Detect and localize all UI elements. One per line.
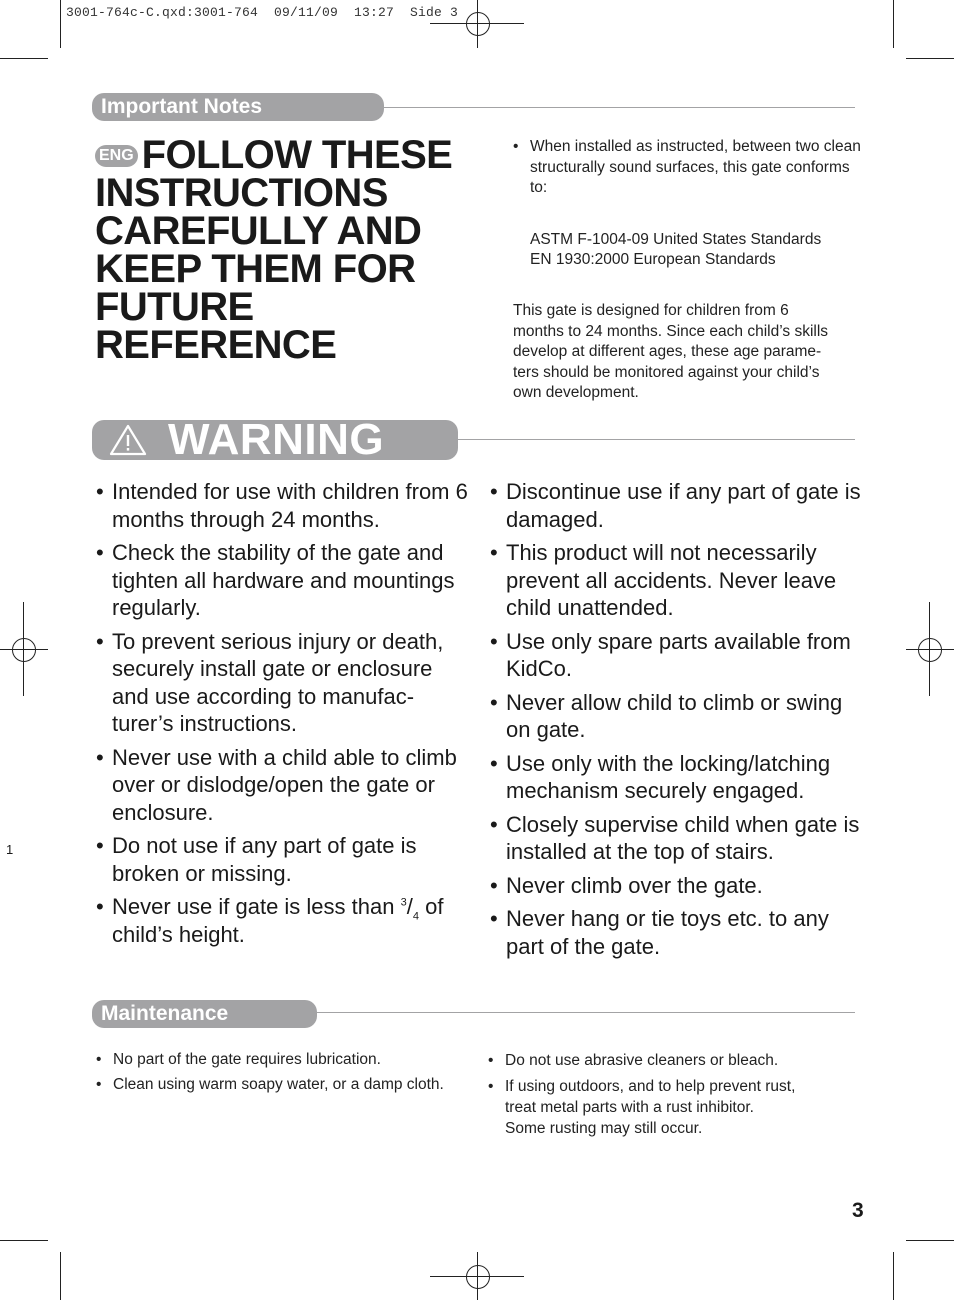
- list-item: • Clean using warm soapy water, or a damp cloth.: [96, 1074, 456, 1095]
- list-item: • If using outdoors, and to help prevent rust, treat metal parts with a rust inhibitor. Some rusting may still occur.: [488, 1076, 858, 1139]
- conformity-note: [513, 137, 865, 271]
- registration-mark: [918, 638, 942, 662]
- registration-mark-line: [906, 649, 954, 650]
- list-item: • This product will not necessarily prevent all accidents. Never leave child unattended.: [490, 539, 865, 622]
- maintenance-label: Maintenance: [92, 1000, 317, 1028]
- crop-mark: [0, 58, 48, 59]
- list-item: • Use only with the locking/latching mechanism securely engaged.: [490, 750, 865, 805]
- page-title: ENG FOLLOW THESE INSTRUCTIONS CAREFULLY AND KEEP THEM FOR FUTURE REFERENCE: [95, 133, 453, 367]
- maintenance-list-left: [96, 1049, 456, 1095]
- warning-triangle-icon: [108, 423, 148, 457]
- crop-mark: [60, 0, 61, 48]
- list-item: • Do not use if any part of gate is broken or missing.: [96, 832, 471, 887]
- list-item: • Never hang or tie toys etc. to any part of the gate.: [490, 905, 865, 960]
- list-item: • Do not use abrasive cleaners or bleach.: [488, 1050, 858, 1071]
- section-rule: [384, 107, 855, 108]
- registration-mark-line: [929, 602, 930, 696]
- list-item: • Never use with a child able to climb over or dislodge/open the gate or enclosure.: [96, 744, 471, 827]
- list-item: • Never use if gate is less than $^3/_4$ of child’s height.: [96, 893, 471, 948]
- list-item: • Discontinue use if any part of gate is damaged.: [490, 478, 865, 533]
- page-number: 3: [852, 1199, 864, 1222]
- registration-mark-line: [0, 649, 48, 650]
- warning-list-right: [490, 478, 865, 966]
- registration-mark: [12, 638, 36, 662]
- crop-mark: [0, 1240, 48, 1241]
- age-note: This gate is designed for children from 6 months to 24 months. Since each child’s skills develop at different ages, these age parame- ters should be monitored against your child’s own development.: [513, 302, 829, 401]
- warning-list-left: [96, 478, 471, 954]
- file-slug: 3001-764c-C.qxd:3001-764 09/11/09 13:27 Side 3: [66, 5, 459, 20]
- list-item: • Never climb over the gate.: [490, 872, 865, 900]
- warning-banner: [92, 415, 458, 464]
- side-mark: 1: [6, 842, 14, 857]
- list-item: • To prevent serious injury or death, securely install gate or enclosure and use according to manufac- turer’s instructions.: [96, 628, 471, 738]
- registration-mark: [466, 1265, 490, 1289]
- list-item: • No part of the gate requires lubrication.: [96, 1049, 456, 1070]
- registration-mark-line: [477, 1252, 478, 1300]
- section-rule: [317, 1012, 855, 1013]
- warning-title: WARNING: [168, 415, 385, 464]
- important-notes-label: Important Notes: [92, 93, 384, 121]
- maintenance-list-right: [488, 1050, 858, 1139]
- list-item: • Never allow child to climb or swing on gate.: [490, 689, 865, 744]
- registration-mark: [466, 12, 490, 36]
- section-rule: [458, 439, 855, 440]
- language-badge: ENG: [95, 145, 138, 167]
- registration-mark-line: [23, 602, 24, 696]
- crop-mark: [893, 0, 894, 48]
- registration-mark-line: [477, 0, 478, 48]
- crop-mark: [60, 1252, 61, 1300]
- crop-mark: [906, 58, 954, 59]
- crop-mark: [893, 1252, 894, 1300]
- list-item: • Use only spare parts available from KidCo.: [490, 628, 865, 683]
- list-item: • Check the stability of the gate and tighten all hardware and mountings regularly.: [96, 539, 471, 622]
- standards-list: ASTM F-1004-09 United States Standards EN 1930:2000 European Standards: [530, 230, 822, 268]
- crop-mark: [906, 1240, 954, 1241]
- list-item: • When installed as instructed, between two clean structurally sound surfaces, this gate conforms to:: [513, 137, 865, 199]
- list-item: • Closely supervise child when gate is installed at the top of stairs.: [490, 811, 865, 866]
- list-item: • Intended for use with children from 6 months through 24 months.: [96, 478, 471, 533]
